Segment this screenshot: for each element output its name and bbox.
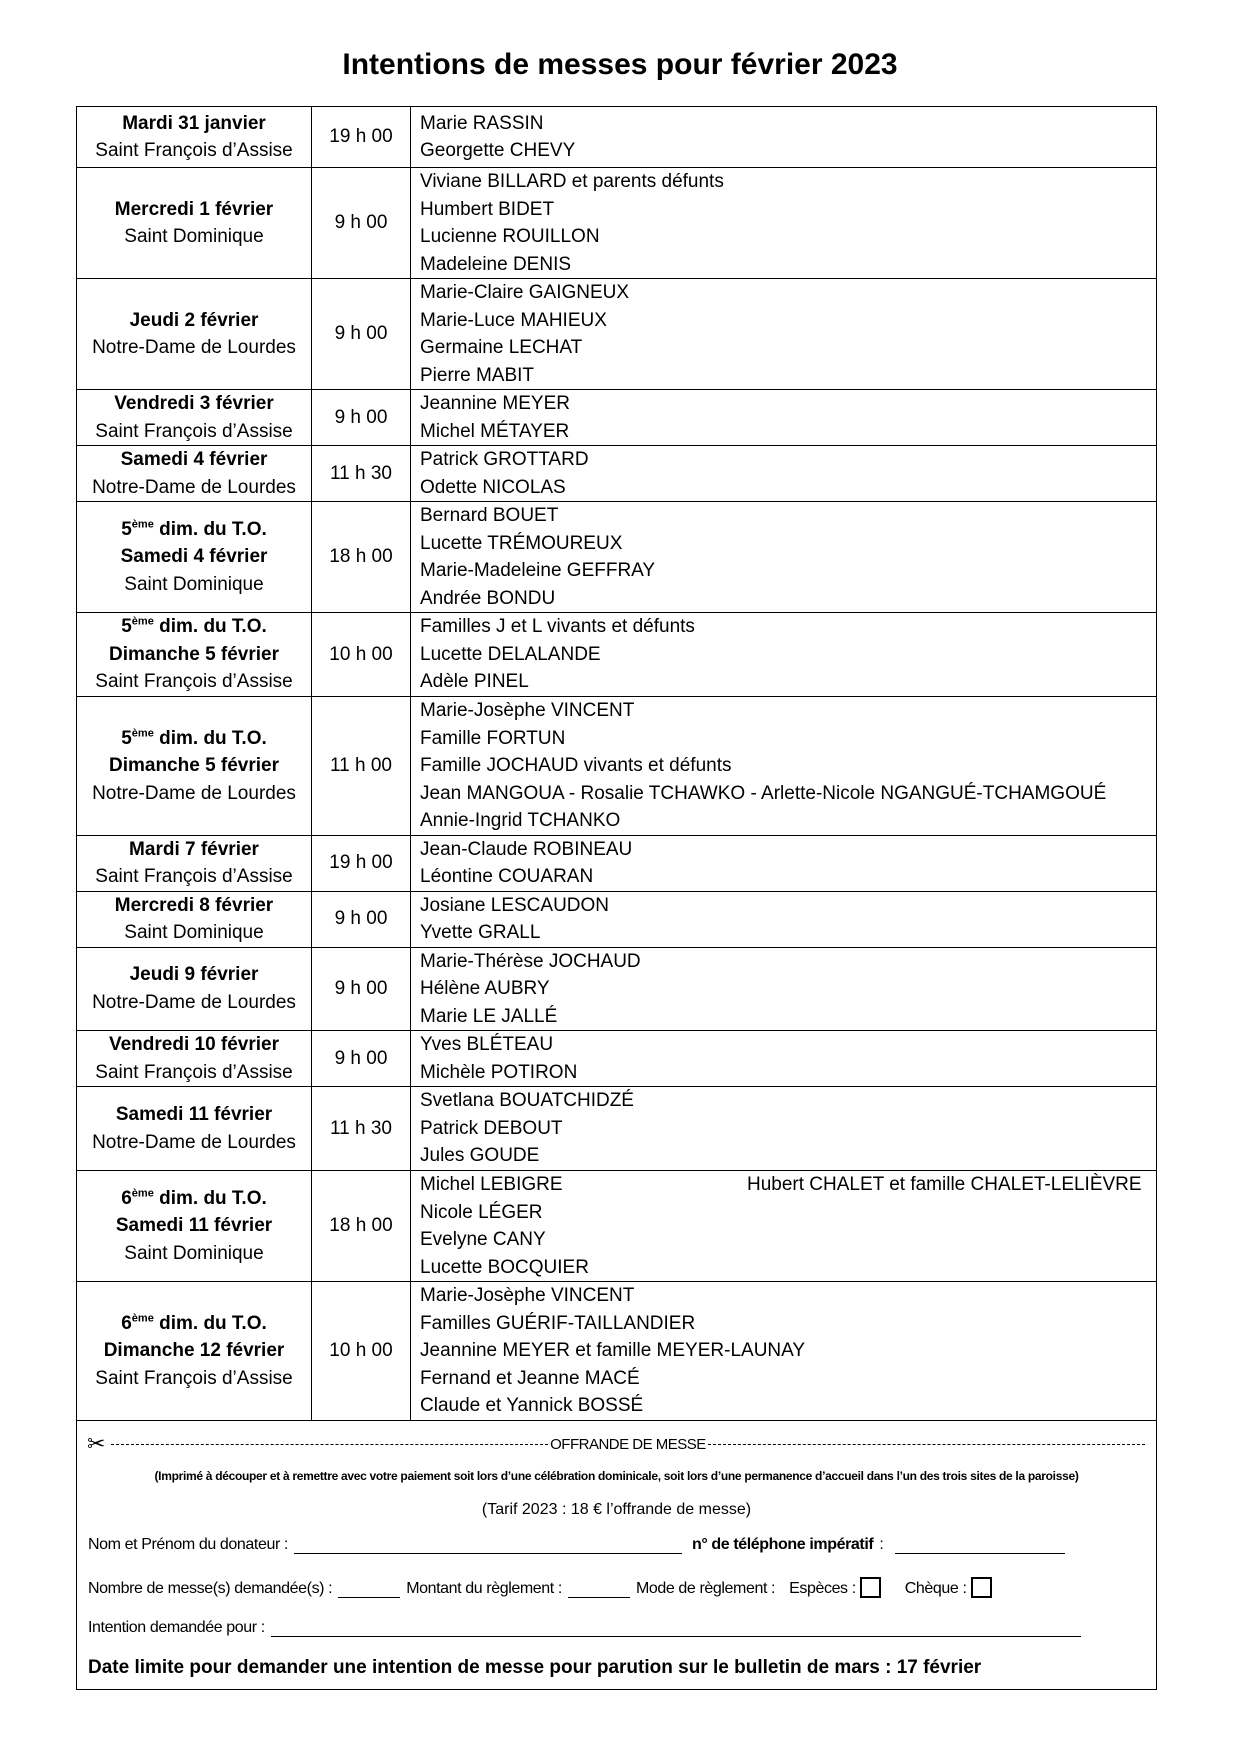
cash-checkbox[interactable]	[860, 1577, 881, 1598]
page-title: Intentions de messes pour février 2023	[342, 48, 898, 81]
mass-day-cell	[77, 613, 312, 697]
mass-time: 9 h 00	[312, 168, 411, 279]
mass-location: Notre-Dame de Lourdes	[92, 337, 296, 358]
mass-row	[77, 835, 1157, 891]
mass-date: Vendredi 10 février	[108, 1034, 280, 1055]
intention-name: Marie-Josèphe VINCENT	[420, 1285, 635, 1306]
intention-name: Lucienne ROUILLON	[420, 226, 600, 247]
intention-name: Hubert CHALET et famille CHALET-LELIÈVRE	[747, 1174, 1142, 1195]
intention-name: Jules GOUDE	[420, 1145, 540, 1167]
offering-heading: OFFRANDE DE MESSE	[550, 1435, 706, 1453]
mass-row	[77, 1031, 1157, 1087]
intention-name: Germaine LECHAT	[420, 337, 583, 358]
mass-time: 10 h 00	[312, 1282, 411, 1421]
mass-intentions-cell	[411, 168, 1157, 279]
intention-name: Svetlana BOUATCHIDZÉ	[420, 1090, 634, 1112]
intention-name: Marie-Luce MAHIEUX	[420, 309, 607, 331]
phone-colon: :	[879, 1536, 884, 1553]
intention-name: Lucette BOCQUIER	[420, 1256, 589, 1278]
intention-row	[88, 1618, 1087, 1637]
intention-name: Familles J et L vivants et défunts	[420, 616, 695, 638]
mass-date: Mercredi 8 février	[114, 894, 274, 916]
intention-name: Patrick GROTTARD	[420, 449, 589, 470]
mass-intentions-cell	[411, 279, 1157, 390]
intention-name: Marie-Josèphe VINCENT	[420, 700, 635, 721]
intention-name: Marie RASSIN	[420, 112, 544, 134]
mass-date: Samedi 11 février	[115, 1215, 273, 1237]
mass-day-cell	[77, 1171, 312, 1282]
mass-date: Jeudi 2 février	[129, 309, 259, 331]
intention-name: Pierre MABIT	[420, 364, 535, 386]
intention-name: Hélène AUBRY	[420, 978, 550, 999]
mass-location: Saint François d’Assise	[95, 1367, 293, 1389]
cut-line	[87, 1431, 1147, 1457]
intention-name: Jeannine MEYER et famille MEYER-LAUNAY	[420, 1340, 806, 1361]
mass-time: 9 h 00	[312, 1031, 411, 1087]
mass-time: 11 h 30	[312, 446, 411, 502]
intention-name: Famille FORTUN	[420, 727, 566, 749]
intention-name: Viviane BILLARD et parents défunts	[420, 171, 724, 192]
intention-name: Marie-Thérèse JOCHAUD	[420, 950, 641, 972]
intention-name: Patrick DEBOUT	[420, 1117, 563, 1139]
mass-row	[77, 168, 1157, 279]
mass-day-cell	[77, 502, 312, 613]
deadline-text: Date limite pour demander une intention de messe pour parution sur le bulletin de mars : 17 février	[88, 1657, 982, 1678]
mass-day-cell	[77, 697, 312, 836]
mass-day-cell	[77, 107, 312, 168]
mass-row	[77, 947, 1157, 1031]
mass-location: Notre-Dame de Lourdes	[92, 1131, 296, 1153]
intention-label: Intention demandée pour :	[88, 1619, 265, 1636]
mass-time: 9 h 00	[312, 279, 411, 390]
mass-location: Saint Dominique	[124, 1242, 264, 1264]
mass-date: Jeudi 9 février	[129, 964, 259, 986]
scissors-icon: ✂	[87, 1431, 105, 1456]
check-label: Chèque :	[904, 1580, 967, 1597]
mass-location: Saint Dominique	[124, 573, 264, 595]
phone-field[interactable]	[895, 1535, 1065, 1554]
mass-date: Samedi 4 février	[120, 546, 268, 568]
mass-day-cell	[77, 947, 312, 1031]
payment-mode-label: Mode de règlement :	[635, 1580, 776, 1597]
mass-time: 19 h 00	[312, 107, 411, 168]
intention-name: Fernand et Jeanne MACÉ	[420, 1367, 640, 1389]
mass-time: 18 h 00	[312, 1171, 411, 1282]
intention-name: Michel MÉTAYER	[420, 420, 570, 442]
mass-day-cell	[77, 1282, 312, 1421]
mass-row	[77, 390, 1157, 446]
mass-date: 5ème dim. du T.O.	[121, 518, 267, 540]
mass-row	[77, 1282, 1157, 1421]
donor-name-field[interactable]	[294, 1535, 682, 1554]
intention-name: Annie-Ingrid TCHANKO	[420, 810, 621, 831]
intention-name: Yves BLÉTEAU	[420, 1034, 554, 1055]
mass-date: 5ème dim. du T.O.	[121, 727, 267, 749]
intention-name: Jeannine MEYER	[420, 393, 570, 414]
mass-row	[77, 107, 1157, 168]
mass-row	[77, 697, 1157, 836]
mass-date: Dimanche 12 février	[103, 1340, 285, 1361]
intention-name: Bernard BOUET	[420, 505, 559, 526]
mass-location: Saint François d’Assise	[95, 866, 293, 887]
form-instructions: (Imprimé à découper et à remettre avec votre paiement soit lors d’une célébration dominicale, soit lors d’une permanence d’accueil dans l’un des trois sites de la paroisse)	[154, 1469, 1079, 1483]
mass-time: 10 h 00	[312, 613, 411, 697]
mass-date: Vendredi 3 février	[114, 393, 274, 414]
mass-date: Mardi 31 janvier	[122, 112, 266, 134]
intention-name: Adèle PINEL	[420, 671, 529, 693]
intention-name: Claude et Yannick BOSSÉ	[420, 1395, 644, 1416]
mass-date: Mercredi 1 février	[114, 198, 274, 220]
intention-name: Lucette DELALANDE	[420, 643, 601, 665]
mass-location: Notre-Dame de Lourdes	[92, 991, 296, 1013]
donor-label: Nom et Prénom du donateur :	[88, 1536, 288, 1553]
mass-intentions-cell	[411, 1171, 1157, 1282]
mass-time: 9 h 00	[312, 390, 411, 446]
mass-intentions-cell	[411, 697, 1157, 836]
mass-count-field[interactable]	[338, 1579, 400, 1598]
intention-name: Michel LEBIGRE	[420, 1174, 563, 1195]
mass-row	[77, 502, 1157, 613]
intention-field[interactable]	[271, 1618, 1081, 1637]
mass-location: Saint Dominique	[124, 922, 264, 943]
mass-row	[77, 279, 1157, 390]
mass-row	[77, 613, 1157, 697]
intention-name: Jean-Claude ROBINEAU	[420, 838, 633, 860]
amount-label: Montant du règlement :	[406, 1580, 562, 1597]
mass-date: Dimanche 5 février	[108, 643, 280, 665]
tarif-text: (Tarif 2023 : 18 € l’offrande de messe)	[481, 1501, 752, 1518]
dashed-line	[708, 1444, 1145, 1445]
intention-name: Yvette GRALL	[420, 922, 541, 943]
mass-day-cell	[77, 1087, 312, 1171]
offering-form	[76, 1415, 1157, 1690]
intention-name: Jean MANGOUA - Rosalie TCHAWKO - Arlette-Nicole NGANGUÉ-TCHAMGOUÉ	[420, 782, 1107, 804]
mass-intentions-cell	[411, 107, 1157, 168]
mass-intentions-cell	[411, 1031, 1157, 1087]
mass-intentions-cell	[411, 1282, 1157, 1421]
mass-date: Mardi 7 février	[129, 838, 259, 860]
mass-location: Notre-Dame de Lourdes	[92, 476, 296, 498]
mass-intentions-cell	[411, 613, 1157, 697]
mass-day-cell	[77, 390, 312, 446]
intention-name: Odette NICOLAS	[420, 476, 566, 498]
mass-day-cell	[77, 446, 312, 502]
mass-intentions-cell	[411, 891, 1157, 947]
intention-name: Nicole LÉGER	[420, 1201, 543, 1223]
mass-time: 11 h 00	[312, 697, 411, 836]
mass-day-cell	[77, 168, 312, 279]
intention-name: Léontine COUARAN	[420, 866, 594, 887]
intention-name: Josiane LESCAUDON	[420, 894, 610, 916]
mass-date: 6ème dim. du T.O.	[121, 1187, 267, 1209]
mass-intentions-cell	[411, 1087, 1157, 1171]
intention-name: Andrée BONDU	[420, 587, 556, 609]
mass-row	[77, 891, 1157, 947]
intention-name: Lucette TRÉMOUREUX	[420, 532, 623, 554]
mass-intentions-cell	[411, 446, 1157, 502]
cash-label: Espèces :	[789, 1580, 856, 1597]
mass-date: 6ème dim. du T.O.	[121, 1312, 267, 1334]
intention-name: Familles GUÉRIF-TAILLANDIER	[420, 1312, 696, 1334]
mass-location: Saint François d’Assise	[95, 671, 293, 693]
mass-count-label: Nombre de messe(s) demandée(s) :	[88, 1580, 333, 1597]
mass-location: Saint François d’Assise	[95, 1061, 293, 1083]
mass-intentions-cell	[411, 502, 1157, 613]
dashed-line	[111, 1444, 548, 1445]
mass-date: 5ème dim. du T.O.	[121, 615, 267, 638]
mass-day-cell	[77, 279, 312, 390]
mass-schedule-table	[76, 106, 1157, 1421]
intention-name: Famille JOCHAUD vivants et défunts	[420, 755, 732, 776]
intention-name: Marie-Claire GAIGNEUX	[420, 282, 630, 303]
intention-name: Michèle POTIRON	[420, 1061, 578, 1083]
mass-row	[77, 1171, 1157, 1282]
mass-time: 9 h 00	[312, 891, 411, 947]
mass-row	[77, 1087, 1157, 1171]
intention-name: Evelyne CANY	[420, 1229, 546, 1250]
mass-time: 18 h 00	[312, 502, 411, 613]
mass-date: Samedi 11 février	[115, 1104, 273, 1125]
mass-date: Samedi 4 février	[120, 449, 268, 470]
mass-day-cell	[77, 1031, 312, 1087]
mass-location: Saint Dominique	[124, 226, 264, 247]
mass-time: 19 h 00	[312, 835, 411, 891]
donor-row	[88, 1535, 1071, 1554]
intention-name: Marie LE JALLÉ	[420, 1005, 558, 1027]
mass-time: 9 h 00	[312, 947, 411, 1031]
mass-intentions-cell	[411, 390, 1157, 446]
intention-name: Humbert BIDET	[420, 198, 555, 220]
mass-date: Dimanche 5 février	[108, 755, 280, 776]
intention-name: Georgette CHEVY	[420, 140, 576, 161]
payment-row	[88, 1577, 992, 1598]
mass-row	[77, 446, 1157, 502]
mass-time: 11 h 30	[312, 1087, 411, 1171]
mass-intentions-cell	[411, 835, 1157, 891]
mass-location: Notre-Dame de Lourdes	[92, 782, 296, 804]
phone-label: n° de téléphone impératif	[691, 1536, 874, 1553]
intention-name: Madeleine DENIS	[420, 253, 572, 275]
intention-name: Marie-Madeleine GEFFRAY	[420, 560, 656, 581]
mass-location: Saint François d’Assise	[95, 140, 293, 161]
check-checkbox[interactable]	[971, 1577, 992, 1598]
mass-intentions-cell	[411, 947, 1157, 1031]
mass-day-cell	[77, 891, 312, 947]
mass-location: Saint François d’Assise	[95, 420, 293, 442]
amount-field[interactable]	[568, 1579, 630, 1598]
mass-day-cell	[77, 835, 312, 891]
